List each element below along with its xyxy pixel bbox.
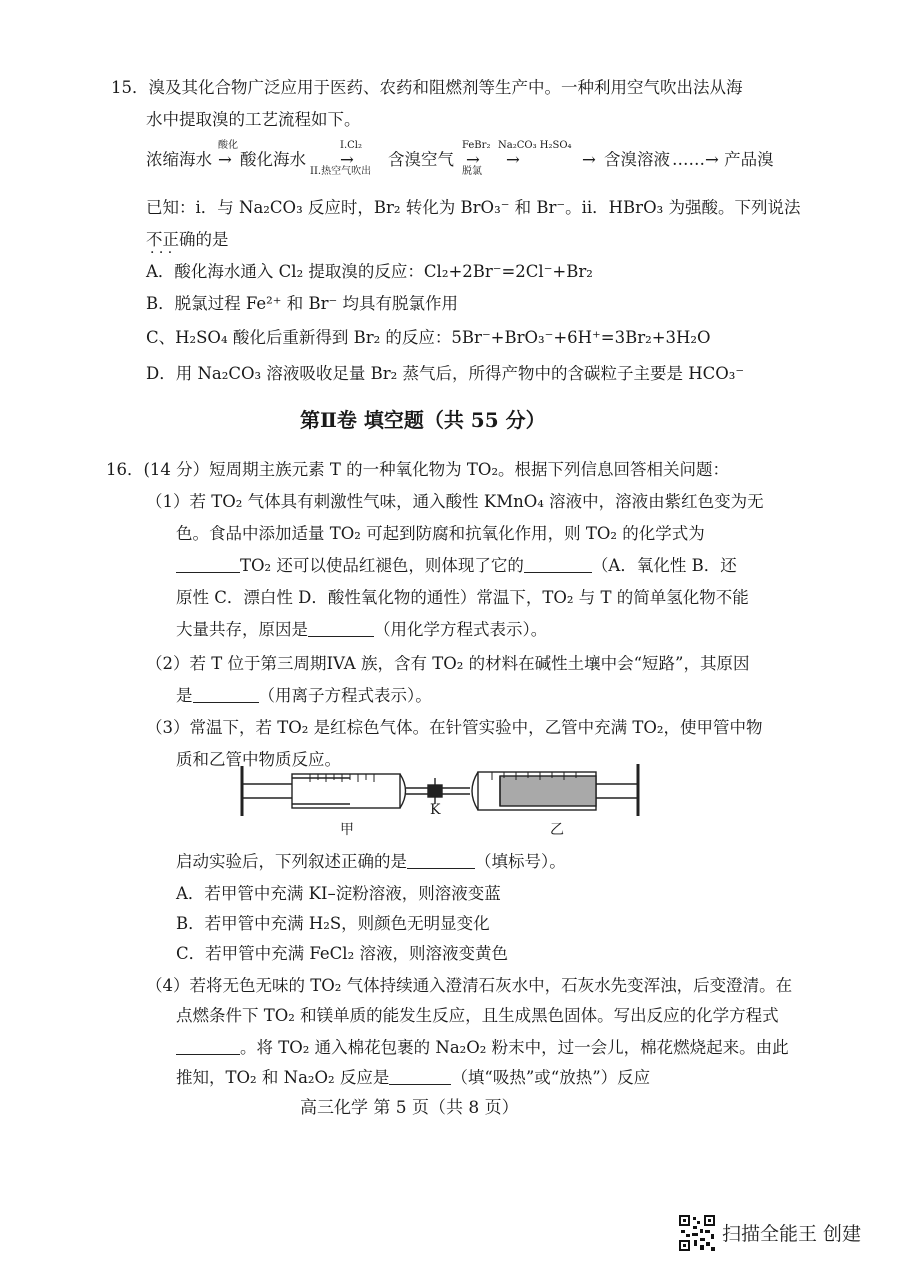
q16-part2-line2: 是 （用离子方程式表示）。: [176, 686, 432, 705]
answer-blank[interactable]: [193, 684, 259, 703]
answer-blank[interactable]: [524, 554, 592, 573]
q16-part3-option-c: C．若甲管中充满 FeCl₂ 溶液，则溶液变黄色: [176, 944, 508, 963]
q16-part1-line4: 原性 C．漂白性 D．酸性氧化物的通性）常温下，TO₂ 与 T 的简单氢化物不能: [176, 588, 749, 607]
flow-arrow1: →: [218, 150, 232, 169]
q16-part4-line1: （4）若将无色无味的 TO₂ 气体持续通入澄清石灰水中，石灰水先变浑浊，后变澄清。在: [146, 976, 793, 995]
q15-known-line1: 已知：i．与 Na₂CO₃ 反应时，Br₂ 转化为 BrO₃⁻ 和 Br⁻。ii．HBrO₃ 为强酸。下列说法: [146, 198, 801, 217]
flow-step-acidified-seawater: 酸化海水: [240, 150, 306, 169]
q16-part2-line1: （2）若 T 位于第三周期IVA 族，含有 TO₂ 的材料在碱性土壤中会“短路”，其原因: [146, 654, 750, 673]
flow-arrow3-top-label: FeBr₂: [462, 140, 491, 151]
answer-blank[interactable]: [176, 1036, 240, 1055]
tube-label-jia: 甲: [340, 822, 354, 838]
tube-label-yi: 乙: [550, 822, 564, 838]
qr-code-icon: [678, 1214, 716, 1252]
q15-option-c: C、H₂SO₄ 酸化后重新得到 Br₂ 的反应：5Br⁻+BrO₃⁻+6H⁺=3Br₂+3H₂O: [146, 328, 711, 347]
q16-part3-question: 启动实验后，下列叙述正确的是 （填标号）。: [176, 852, 566, 871]
flow-arrow3: →: [466, 150, 480, 169]
flow-arrow4: →: [506, 150, 520, 169]
answer-blank[interactable]: [407, 850, 475, 869]
flow-arrow2-top-label: I.Cl₂: [340, 140, 362, 151]
q16-part1-line2: 色。食品中添加适量 TO₂ 可起到防腐和抗氧化作用，则 TO₂ 的化学式为: [176, 524, 705, 543]
answer-blank[interactable]: [308, 618, 374, 637]
flow-arrow4-top-label: Na₂CO₃ H₂SO₄: [498, 140, 572, 151]
q15-option-a: A．酸化海水通入 Cl₂ 提取溴的反应：Cl₂+2Br⁻=2Cl⁻+Br₂: [146, 262, 593, 281]
scanner-watermark: 扫描全能王 创建: [722, 1223, 862, 1245]
q16-part3-option-a: A．若甲管中充满 KI–淀粉溶液，则溶液变蓝: [176, 884, 501, 903]
q15-intro-line2: 水中提取溴的工艺流程如下。: [146, 110, 361, 129]
q16-part3-line1: （3）常温下，若 TO₂ 是红棕色气体。在针管实验中，乙管中充满 TO₂，使甲管中物: [146, 718, 763, 737]
answer-blank[interactable]: [176, 554, 240, 573]
q16-part4-line4: 推知，TO₂ 和 Na₂O₂ 反应是 （填“吸热”或“放热”）反应: [176, 1068, 651, 1087]
flow-arrow2: →: [340, 150, 354, 169]
q15-option-d: D．用 Na₂CO₃ 溶液吸收足量 Br₂ 蒸气后，所得产物中的含碳粒子主要是 HCO₃⁻: [146, 364, 745, 383]
q16-part1-line5: 大量共存，原因是 （用化学方程式表示）。: [176, 620, 548, 639]
valve-label-k: K: [430, 802, 441, 818]
emphasis-dots: · · ·: [150, 245, 173, 261]
q16-part1-line1: （1）若 TO₂ 气体具有刺激性气味，通入酸性 KMnO₄ 溶液中，溶液由紫红色变为无: [146, 492, 764, 511]
flow-arrow3-bottom-label: 脱氯: [462, 166, 482, 177]
q16-stem: 16．(14 分）短周期主族元素 T 的一种氧化物为 TO₂。根据下列信息回答相关问题：: [106, 460, 730, 479]
q16-part3-option-b: B．若甲管中充满 H₂S，则颜色无明显变化: [176, 914, 490, 933]
page-footer: 高三化学 第 5 页（共 8 页）: [300, 1098, 519, 1118]
section-title: 第Ⅱ卷 填空题（共 55 分）: [300, 408, 546, 432]
q15-intro-line1: 15．溴及其化合物广泛应用于医药、农药和阻燃剂等生产中。一种利用空气吹出法从海: [111, 78, 743, 97]
q15-option-b: B．脱氯过程 Fe²⁺ 和 Br⁻ 均具有脱氯作用: [146, 294, 458, 313]
answer-blank[interactable]: [389, 1066, 451, 1085]
flow-step-bromine-air: 含溴空气: [388, 150, 454, 169]
q15-known-line2: 不正确的是: [146, 230, 229, 249]
flow-arrow1-label: 酸化: [218, 140, 238, 151]
q16-part1-line3: TO₂ 还可以使品红褪色，则体现了它的 （A．氧化性 B．还: [176, 554, 737, 578]
flow-step-bromine-solution: 含溴溶液: [604, 150, 670, 169]
flow-step-concentrated-seawater: 浓缩海水: [146, 150, 212, 169]
flow-arrow2-bottom-label: II.热空气吹出: [310, 166, 372, 177]
q16-part4-line2: 点燃条件下 TO₂ 和镁单质的能发生反应，且生成黑色固体。写出反应的化学方程式: [176, 1006, 779, 1025]
flow-arrow5: →: [582, 150, 596, 169]
q16-part3-line2: 质和乙管中物质反应。: [176, 750, 341, 769]
flow-step-product: ……→ 产品溴: [672, 150, 774, 169]
q16-part4-line3: 。将 TO₂ 通入棉花包裹的 Na₂O₂ 粉末中，过一会儿，棉花燃烧起来。由此: [176, 1036, 789, 1060]
